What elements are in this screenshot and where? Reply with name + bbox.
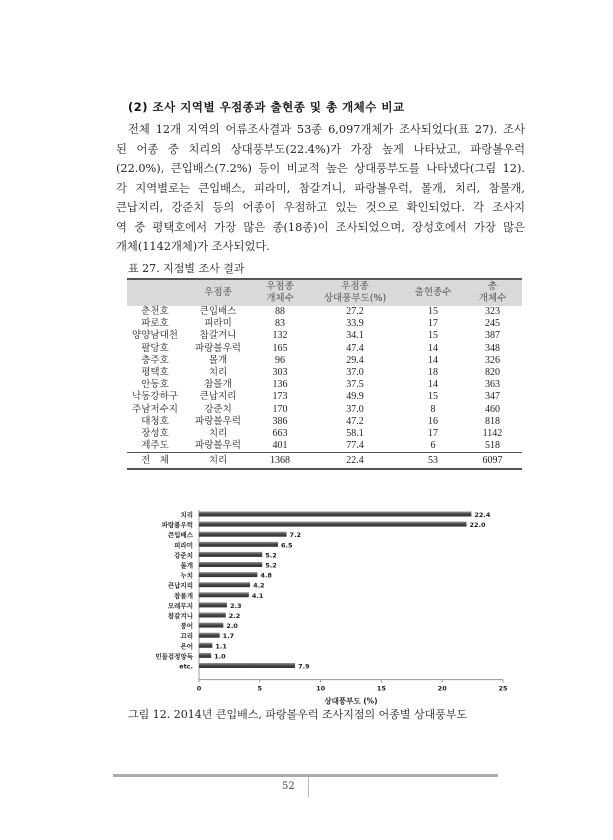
table-body (127, 306, 522, 469)
table-cell: 170 (272, 403, 288, 415)
x-tick-label: 0 (196, 684, 202, 693)
bar (199, 552, 262, 557)
column-header (463, 279, 522, 306)
paragraph-line: 각 지역별로는 큰입배스, 피라미, 참갈겨니, 파랑볼우럭, 몰개, 치리, 참몰개, (116, 181, 525, 195)
table-total-row (127, 453, 522, 470)
x-tick-label: 10 (316, 684, 326, 693)
bar (199, 512, 471, 517)
table-cell: 16 (428, 415, 438, 427)
table-cell: 22.4 (307, 453, 403, 470)
x-axis-title: 상대풍부도 (%) (324, 696, 378, 706)
bar (199, 522, 467, 527)
footer-rule (113, 774, 498, 777)
table-cell: 27.2 (346, 306, 364, 317)
page-number: 52 (282, 781, 295, 792)
table-row (127, 367, 522, 379)
survey-results-table (127, 278, 522, 470)
table-cell: 15 (428, 306, 438, 317)
column-header (127, 279, 183, 306)
table-cell: 6097 (463, 453, 522, 470)
data-label: 6.5 (281, 541, 293, 550)
header-line: 총 (487, 281, 498, 292)
category-label: 붕어 (180, 622, 193, 631)
footer-divider (308, 777, 309, 797)
body-paragraph (116, 120, 525, 257)
category-label: 모래무지 (167, 601, 193, 610)
paragraph-line: 된 어종 중 치리의 상대풍부도(22.4%)가 가장 높게 나타났고, 파랑볼우럭 (116, 142, 525, 156)
header-line: 개체수 (266, 293, 294, 304)
table-row (127, 379, 522, 391)
category-label: 큰납지리 (167, 581, 193, 590)
table-row (127, 306, 522, 318)
table-cell: 충주호 (141, 354, 169, 366)
table-cell: 460 (485, 403, 500, 415)
table-cell: 47.4 (346, 342, 364, 354)
table-row (127, 343, 522, 355)
table-cell: 818 (485, 415, 500, 427)
table-cell: 33.9 (346, 318, 364, 330)
table-cell: 양양남대천 (132, 330, 178, 342)
table-cell: 강준치 (204, 403, 232, 415)
table-row (127, 440, 522, 453)
table-cell: 165 (272, 342, 288, 354)
data-label: 2.2 (228, 612, 241, 620)
x-tick-label: 20 (437, 684, 447, 693)
table-cell: 96 (275, 354, 285, 366)
table-cell: 326 (485, 354, 500, 366)
header-line: 우점종 (341, 281, 369, 292)
header-line: 개체수 (478, 293, 507, 304)
bar (199, 623, 223, 628)
table-cell: 347 (485, 391, 500, 403)
table-cell: 37.0 (346, 403, 364, 415)
data-label: 7.9 (298, 662, 310, 671)
category-label: 파랑볼우럭 (161, 521, 193, 530)
data-label: 22.0 (469, 521, 486, 530)
header-line: 출현종수 (414, 287, 452, 298)
header-line: 상대풍부도(%) (323, 293, 387, 304)
category-label: 참몰개 (174, 591, 193, 600)
data-label: 1.0 (214, 652, 226, 661)
table-cell: 파랑볼우럭 (195, 440, 241, 452)
data-label: 7.2 (289, 531, 302, 540)
category-label: 피라미 (174, 541, 193, 550)
table-cell: 173 (272, 391, 288, 403)
data-label: 5.2 (265, 551, 277, 560)
table-header-row (127, 279, 522, 306)
table-cell: 1142 (482, 428, 503, 440)
table-cell: 파로호 (141, 318, 169, 330)
table-cell: 518 (485, 440, 500, 452)
category-label: 누치 (180, 571, 193, 580)
table-cell: 낙동강하구 (132, 391, 178, 403)
table-cell: 820 (485, 367, 500, 379)
table-cell: 15 (428, 391, 438, 403)
table-cell: 치리 (208, 428, 228, 440)
table-cell: 참갈겨니 (199, 330, 237, 342)
table-cell: 83 (275, 318, 285, 330)
table-cell: 치리 (183, 453, 253, 470)
table-cell: 14 (428, 354, 438, 366)
paragraph-line: 개체(1142개체)가 조사되었다. (116, 240, 270, 253)
relative-abundance-chart (130, 505, 520, 706)
table-cell: 34.1 (346, 330, 364, 342)
bar (199, 582, 250, 587)
bar (199, 562, 262, 567)
table-row (127, 330, 522, 342)
table-row (127, 404, 522, 416)
category-label: 민물검정망둑 (155, 652, 193, 661)
data-label: 2.3 (229, 601, 242, 610)
table-cell: 88 (275, 306, 285, 317)
table-cell: 53 (403, 453, 463, 470)
bar (199, 542, 278, 547)
data-label: 4.2 (253, 581, 265, 590)
table-cell: 주남저수지 (132, 403, 178, 415)
paragraph-line: 역 중 평택호에서 가장 많은 종(18종)이 조사되었으며, 장성호에서 가장 많은 (116, 220, 525, 234)
table-cell: 장성호 (141, 428, 169, 440)
table-cell: 387 (485, 330, 500, 342)
table-cell: 363 (485, 379, 500, 391)
table-cell: 6 (430, 440, 436, 452)
data-label: 4.8 (260, 571, 272, 580)
table-cell: 348 (485, 342, 500, 354)
table-cell: 14 (428, 379, 438, 391)
category-label: 참갈겨니 (167, 612, 193, 620)
table-row (127, 355, 522, 367)
bar (199, 572, 257, 577)
table-cell: 춘천호 (141, 306, 169, 317)
category-label: 몰개 (180, 561, 193, 570)
column-header (403, 279, 463, 306)
table-cell: 37.0 (346, 367, 364, 379)
table-cell: 245 (485, 318, 500, 330)
data-label: 1.1 (215, 642, 227, 651)
category-label: 큰입배스 (167, 531, 193, 540)
data-label: 4.1 (251, 591, 264, 600)
table-cell: 8 (430, 403, 436, 415)
table-cell: 대청호 (141, 415, 169, 427)
table-cell: 피라미 (204, 318, 232, 330)
table-cell: 77.4 (346, 440, 364, 452)
data-label: 5.2 (265, 561, 277, 570)
column-header (307, 279, 403, 306)
data-label: 1.7 (222, 632, 235, 641)
table-caption: 표 27. 지점별 조사 결과 (128, 262, 245, 275)
category-label: 치리 (180, 511, 193, 519)
table-cell: 401 (272, 440, 288, 452)
paragraph-line: (22.0%), 큰입배스(7.2%) 등이 비교적 높은 상대풍부도를 나타냈다(그림 12). (116, 162, 525, 175)
table-cell: 29.4 (346, 354, 364, 366)
paragraph-line: 전체 12개 지역의 어류조사결과 53종 6,097개체가 조사되었다(표 27). 조사 (128, 123, 525, 136)
table-cell: 663 (272, 428, 288, 440)
table-cell: 팔당호 (141, 342, 169, 354)
table-cell: 49.9 (346, 391, 364, 403)
column-header (253, 279, 307, 306)
table-cell: 전 체 (127, 453, 183, 470)
bar (199, 643, 212, 648)
table-cell: 제주도 (141, 440, 169, 452)
category-label: 강준치 (174, 551, 193, 560)
data-label: 22.4 (474, 511, 491, 519)
table-cell: 18 (428, 367, 438, 379)
table-cell: 323 (485, 306, 500, 317)
bar (199, 663, 295, 668)
table-cell: 1368 (253, 453, 307, 470)
category-label: 끄리 (180, 632, 193, 641)
table-cell: 17 (428, 318, 438, 330)
table-cell: 47.2 (346, 415, 364, 427)
x-tick-label: 5 (257, 684, 263, 693)
data-label: 2.0 (226, 622, 238, 631)
table-cell: 17 (428, 428, 438, 440)
table-cell: 15 (428, 330, 438, 342)
table-cell: 37.5 (346, 379, 364, 391)
paragraph-line: 큰납지리, 강준치 등의 어종이 우점하고 있는 것으로 확인되었다. 각 조사지 (116, 201, 525, 214)
table-cell: 14 (428, 342, 438, 354)
figure-caption: 그림 12. 2014년 큰입배스, 파랑볼우럭 조사지점의 어종별 상대풍부도 (128, 708, 468, 721)
bar (199, 592, 249, 597)
table-cell: 큰입배스 (199, 306, 237, 317)
section-heading: (2) 조사 지역별 우점종과 출현종 및 총 개체수 비교 (128, 100, 405, 114)
bar (199, 602, 227, 607)
bar (199, 653, 211, 658)
x-tick-label: 15 (376, 684, 386, 693)
table-cell: 58.1 (346, 428, 364, 440)
table-cell: 파랑볼우럭 (195, 415, 241, 427)
table-cell: 386 (272, 415, 288, 427)
category-label: 은어 (180, 642, 193, 651)
bar (199, 633, 220, 638)
column-header (183, 279, 253, 306)
table-cell: 136 (272, 379, 288, 391)
header-line: 우점종 (204, 287, 232, 298)
category-label: etc. (179, 662, 193, 671)
x-tick-label: 25 (498, 684, 508, 693)
table-cell: 치리 (208, 367, 228, 379)
table-row (127, 428, 522, 440)
table-row (127, 416, 522, 428)
table-cell: 파랑볼우럭 (195, 342, 241, 354)
table-row (127, 318, 522, 330)
bar (199, 613, 226, 618)
table-cell: 132 (272, 330, 288, 342)
bar (199, 532, 287, 537)
table-cell: 안동호 (141, 379, 169, 391)
table-cell: 몰개 (208, 354, 228, 366)
table-cell: 큰납지리 (199, 391, 237, 403)
table-row (127, 391, 522, 403)
header-line: 우점종 (266, 281, 294, 292)
table-cell: 참몰개 (204, 379, 232, 391)
table-cell: 303 (272, 367, 288, 379)
table-cell: 평택호 (141, 367, 169, 379)
